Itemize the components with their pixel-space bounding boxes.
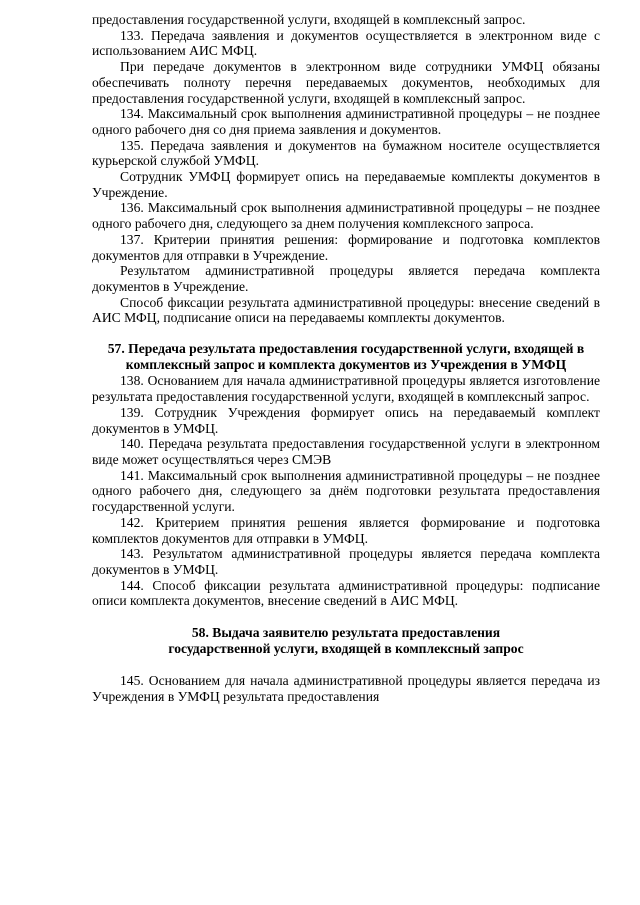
paragraph-139: 139. Сотрудник Учреждения формирует опись на передаваемый комплект документов в УМФЦ. xyxy=(92,404,600,436)
paragraph-fixation: Способ фиксации результата административной процедуры: внесение сведений в АИС МФЦ, подписание описи на передаваемы комплекты документов. xyxy=(92,294,600,326)
paragraph-135: 135. Передача заявления и документов на бумажном носителе осуществляется курьерской службой УМФЦ. xyxy=(92,137,600,169)
section-58-heading-line-2: государственной услуги, входящей в комплексный запрос xyxy=(168,641,524,657)
section-57-heading: 57. Передача результата предоставления государственной услуги, входящей в комплексный запрос и комплекта документов из Учреждения в УМФЦ xyxy=(107,341,585,373)
paragraph-umfc-duty: При передаче документов в электронном виде сотрудники УМФЦ обязаны обеспечивать полноту перечня передаваемых документов, необходимых для предоставления государственной услуги, входящей в комплексный запрос. xyxy=(92,59,600,106)
paragraph-141: 141. Максимальный срок выполнения административной процедуры – не позднее одного рабочего дня, следующего за днём подготовки результата предоставления государственной услуги. xyxy=(92,467,600,515)
paragraph-136: 136. Максимальный срок выполнения административной процедуры – не позднее одного рабочего дня, следующего за днем получения комплексного запроса. xyxy=(92,200,600,232)
paragraph-continuation: предоставления государственной услуги, входящей в комплексный запрос. xyxy=(92,12,526,27)
paragraph-144: 144. Способ фиксации результата административной процедуры: подписание описи комплекта документов, внесение сведений в АИС МФЦ. xyxy=(92,577,600,609)
paragraph-inventory: Сотрудник УМФЦ формирует опись на передаваемые комплекты документов в Учреждение. xyxy=(92,169,600,200)
section-58-heading-line-1: 58. Выдача заявителю результата предоставления xyxy=(191,625,501,641)
paragraph-result: Результатом административной процедуры является передача комплекта документов в Учреждение. xyxy=(92,263,600,294)
paragraph-133: 133. Передача заявления и документов осуществляется в электронном виде с использованием АИС МФЦ. xyxy=(92,27,600,59)
document-page xyxy=(92,12,600,705)
section-spacer xyxy=(92,657,600,673)
paragraph-140: 140. Передача результата предоставления государственной услуги в электронном виде может осуществляться через СМЭВ xyxy=(92,436,600,467)
paragraph-145: 145. Основанием для начала административной процедуры является передача из Учреждения в УМФЦ результата предоставления xyxy=(92,673,600,705)
section-spacer xyxy=(92,326,600,341)
paragraph-138: 138. Основанием для начала административной процедуры является изготовление результата предоставления государственной услуги, входящей в комплексный запрос. xyxy=(92,373,600,405)
section-spacer xyxy=(92,609,600,625)
paragraph-137: 137. Критерии принятия решения: формирование и подготовка комплектов документов для отправки в Учреждение. xyxy=(92,231,600,263)
paragraph-142: 142. Критерием принятия решения является формирование и подготовка комплектов документов для отправки в УМФЦ. xyxy=(92,514,600,546)
paragraph-143: 143. Результатом административной процедуры является передача комплекта документов в УМФЦ. xyxy=(92,546,600,577)
paragraph-134: 134. Максимальный срок выполнения административной процедуры – не позднее одного рабочего дня со дня приема заявления и документов. xyxy=(92,106,600,137)
